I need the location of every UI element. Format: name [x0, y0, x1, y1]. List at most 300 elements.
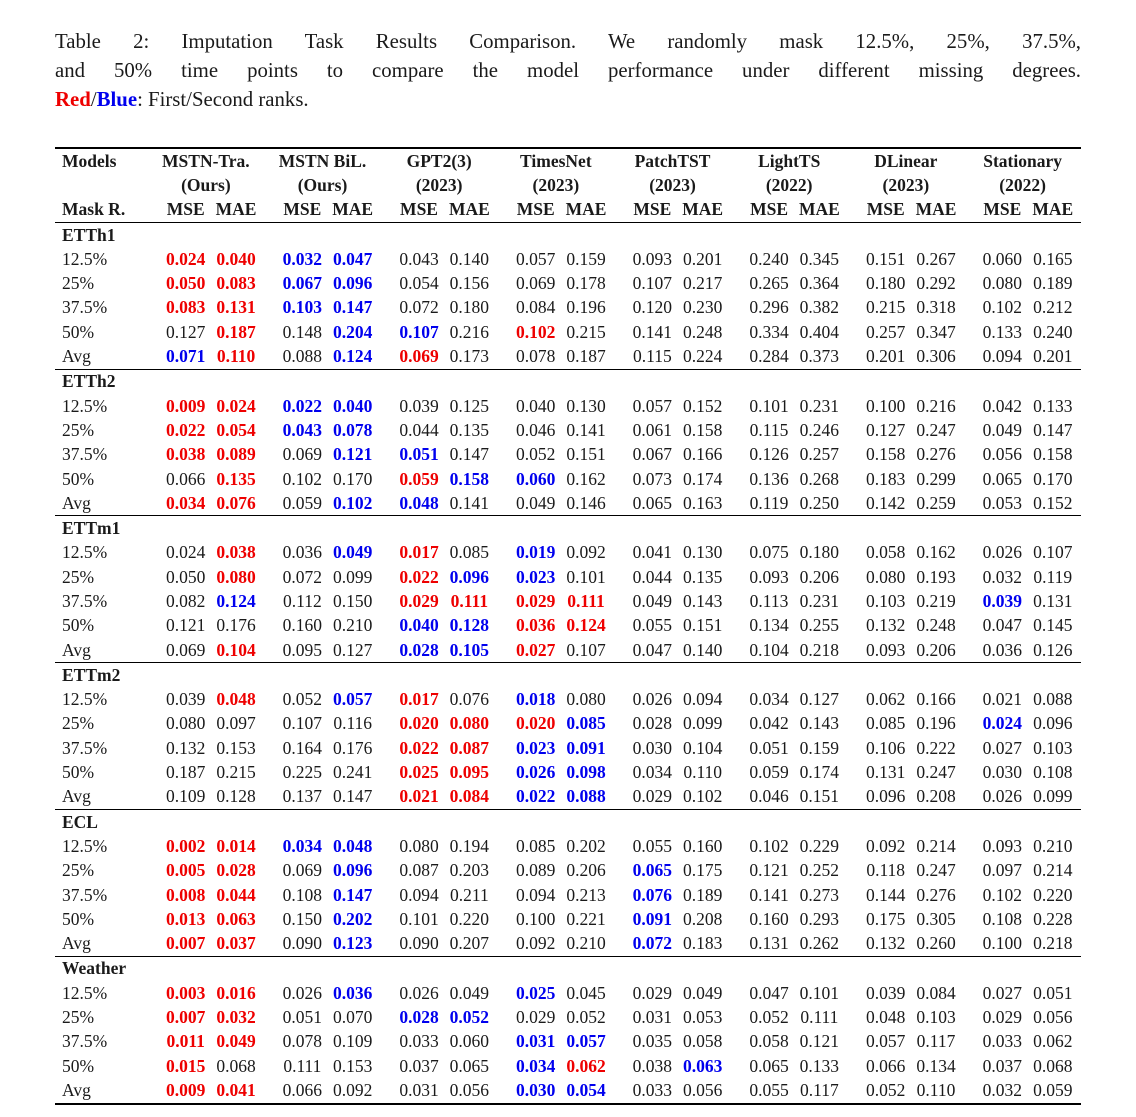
mse-value: 0.107	[399, 321, 439, 342]
mae-value: 0.212	[1033, 297, 1073, 318]
mae-header: MAE	[682, 199, 724, 220]
mse-value: 0.103	[282, 297, 323, 318]
mask-rate-cell: 25%	[62, 713, 95, 734]
table-row	[55, 344, 1081, 369]
mask-rate-cell: Avg	[62, 346, 91, 367]
mae-value: 0.121	[799, 1031, 840, 1052]
mae-value: 0.127	[333, 639, 373, 660]
mse-value: 0.039	[166, 689, 206, 710]
mse-value: 0.094	[982, 346, 1023, 367]
mae-value: 0.078	[333, 419, 373, 440]
mse-value: 0.027	[516, 639, 556, 660]
mse-value: 0.069	[399, 346, 439, 367]
mae-value: 0.094	[683, 689, 723, 710]
mse-value: 0.044	[399, 419, 439, 440]
mse-value: 0.051	[399, 444, 439, 465]
mae-value: 0.166	[916, 689, 956, 710]
mse-value: 0.134	[749, 615, 789, 636]
table-row	[55, 1005, 1081, 1029]
mae-value: 0.116	[333, 713, 373, 734]
mse-value: 0.042	[749, 713, 789, 734]
mse-value: 0.058	[866, 542, 906, 563]
mae-value: 0.110	[916, 1079, 956, 1100]
mse-value: 0.094	[516, 884, 556, 905]
mae-value: 0.347	[916, 321, 956, 342]
table-row	[55, 394, 1081, 418]
mse-value: 0.215	[866, 297, 906, 318]
mae-value: 0.053	[683, 1007, 723, 1028]
mse-value: 0.112	[282, 590, 322, 611]
mae-value: 0.056	[1033, 1007, 1073, 1028]
mse-value: 0.080	[982, 273, 1023, 294]
model-name-header: Stationary	[983, 150, 1062, 171]
table-row	[55, 859, 1081, 883]
mse-value: 0.032	[982, 1079, 1023, 1100]
mae-value: 0.058	[683, 1031, 723, 1052]
mae-value: 0.124	[333, 346, 373, 367]
mae-value: 0.117	[916, 1031, 956, 1052]
mask-rate-cell: 12.5%	[62, 542, 108, 563]
mae-value: 0.216	[449, 321, 490, 342]
mae-header: MAE	[332, 199, 374, 220]
mae-value: 0.202	[333, 908, 373, 929]
mse-value: 0.093	[749, 566, 789, 587]
mae-value: 0.049	[449, 982, 490, 1003]
mae-value: 0.170	[1033, 468, 1073, 489]
mse-value: 0.265	[749, 273, 789, 294]
mae-value: 0.231	[799, 590, 840, 611]
mae-value: 0.214	[1033, 860, 1073, 881]
mae-value: 0.038	[216, 542, 256, 563]
mse-value: 0.082	[166, 590, 206, 611]
mse-value: 0.037	[399, 1055, 439, 1076]
mse-header: MSE	[283, 199, 322, 220]
mse-value: 0.080	[399, 835, 439, 856]
mse-value: 0.164	[282, 737, 323, 758]
mask-rate-cell: Avg	[62, 492, 91, 513]
section-header-row	[55, 956, 1081, 981]
dataset-name: ETTh1	[62, 224, 116, 245]
mae-value: 0.174	[683, 468, 723, 489]
mae-value: 0.076	[449, 689, 490, 710]
mae-value: 0.057	[333, 689, 373, 710]
mse-header: MSE	[866, 199, 905, 220]
mse-value: 0.039	[399, 395, 439, 416]
mse-value: 0.151	[866, 248, 906, 269]
mse-value: 0.102	[749, 835, 789, 856]
mse-value: 0.029	[632, 786, 673, 807]
mse-value: 0.011	[166, 1031, 205, 1052]
mse-value: 0.003	[166, 982, 206, 1003]
caption-red-word: Red	[55, 88, 91, 111]
mae-value: 0.068	[1033, 1055, 1073, 1076]
mse-value: 0.050	[166, 273, 206, 294]
mse-value: 0.032	[982, 566, 1023, 587]
mae-value: 0.231	[799, 395, 840, 416]
table-row	[55, 541, 1081, 565]
mae-value: 0.206	[566, 860, 606, 881]
mae-value: 0.214	[916, 835, 956, 856]
mae-value: 0.146	[566, 492, 606, 513]
mse-value: 0.025	[516, 982, 556, 1003]
dataset-name: ETTm2	[62, 664, 121, 685]
table-row	[55, 271, 1081, 295]
mae-value: 0.166	[683, 444, 723, 465]
mae-value: 0.140	[683, 639, 723, 660]
mse-value: 0.026	[399, 982, 439, 1003]
mse-value: 0.021	[399, 786, 439, 807]
mae-header: MAE	[448, 199, 490, 220]
mse-value: 0.066	[166, 468, 206, 489]
mask-rate-cell: 12.5%	[62, 248, 108, 269]
mse-value: 0.027	[982, 737, 1023, 758]
table-caption	[55, 27, 1081, 114]
mae-value: 0.127	[799, 689, 840, 710]
mse-value: 0.201	[866, 346, 906, 367]
mae-value: 0.092	[333, 1079, 373, 1100]
mse-value: 0.034	[282, 835, 323, 856]
model-name-header: MSTN-Tra.	[162, 150, 250, 171]
mae-value: 0.248	[683, 321, 723, 342]
mse-value: 0.180	[866, 273, 906, 294]
mask-rate-cell: 50%	[62, 908, 95, 929]
mae-value: 0.063	[216, 908, 256, 929]
mae-value: 0.108	[1033, 762, 1073, 783]
mse-value: 0.058	[749, 1031, 789, 1052]
mask-rate-cell: 25%	[62, 273, 95, 294]
mse-value: 0.132	[866, 933, 906, 954]
mae-value: 0.151	[683, 615, 723, 636]
mse-value: 0.257	[866, 321, 906, 342]
mse-value: 0.067	[632, 444, 673, 465]
mae-value: 0.306	[916, 346, 956, 367]
mae-value: 0.096	[333, 273, 373, 294]
mae-value: 0.147	[1033, 419, 1073, 440]
mse-value: 0.108	[982, 908, 1023, 929]
mse-value: 0.109	[166, 786, 206, 807]
mse-header: MSE	[516, 199, 555, 220]
mae-value: 0.151	[799, 786, 840, 807]
mae-value: 0.096	[449, 566, 490, 587]
mse-value: 0.115	[749, 419, 789, 440]
table-row	[55, 467, 1081, 491]
mse-value: 0.007	[166, 1007, 206, 1028]
mse-value: 0.083	[166, 297, 206, 318]
mse-value: 0.240	[749, 248, 789, 269]
mae-value: 0.196	[916, 713, 956, 734]
table-row	[55, 1078, 1081, 1103]
mse-value: 0.137	[282, 786, 323, 807]
mae-value: 0.054	[566, 1079, 606, 1100]
mse-value: 0.028	[632, 713, 673, 734]
mse-value: 0.131	[866, 762, 906, 783]
mse-value: 0.069	[282, 444, 323, 465]
mse-value: 0.183	[866, 468, 906, 489]
corner-spacer	[55, 173, 148, 197]
mae-value: 0.170	[333, 468, 373, 489]
mse-value: 0.060	[516, 468, 556, 489]
mse-value: 0.055	[632, 835, 673, 856]
mae-value: 0.028	[216, 860, 256, 881]
mae-value: 0.147	[333, 786, 373, 807]
mae-value: 0.158	[1033, 444, 1073, 465]
mae-value: 0.084	[449, 786, 490, 807]
mse-value: 0.078	[282, 1031, 323, 1052]
mse-value: 0.023	[516, 566, 556, 587]
mae-value: 0.052	[449, 1007, 490, 1028]
mse-value: 0.030	[632, 737, 673, 758]
mae-value: 0.096	[333, 860, 373, 881]
mask-rate-cell: Avg	[62, 786, 91, 807]
mse-value: 0.072	[632, 933, 673, 954]
mae-value: 0.220	[1033, 884, 1073, 905]
mae-value: 0.119	[1033, 566, 1073, 587]
mae-value: 0.204	[333, 321, 373, 342]
mse-value: 0.043	[399, 248, 439, 269]
mae-value: 0.176	[216, 615, 256, 636]
mse-value: 0.120	[632, 297, 673, 318]
mse-value: 0.062	[866, 689, 906, 710]
mse-value: 0.039	[866, 982, 906, 1003]
mae-value: 0.080	[449, 713, 490, 734]
mse-value: 0.055	[749, 1079, 789, 1100]
mae-value: 0.101	[566, 566, 606, 587]
mse-value: 0.092	[866, 835, 906, 856]
mse-value: 0.043	[282, 419, 323, 440]
mae-value: 0.189	[1033, 273, 1073, 294]
mse-value: 0.023	[516, 737, 556, 758]
mae-value: 0.210	[333, 615, 373, 636]
mse-value: 0.132	[866, 615, 906, 636]
mse-value: 0.017	[399, 542, 439, 563]
caption-line-1: Table 2: Imputation Task Results Comparison. We randomly mask 12.5%, 25%, 37.5%,	[55, 30, 1081, 53]
mae-value: 0.104	[216, 639, 256, 660]
mae-value: 0.130	[566, 395, 606, 416]
mae-value: 0.187	[566, 346, 606, 367]
mse-value: 0.035	[632, 1031, 673, 1052]
mae-value: 0.097	[216, 713, 256, 734]
mae-value: 0.063	[683, 1055, 723, 1076]
mae-value: 0.133	[1033, 395, 1073, 416]
mae-value: 0.105	[449, 639, 490, 660]
mse-value: 0.061	[632, 419, 673, 440]
mask-rate-cell: Avg	[62, 1079, 91, 1100]
mae-value: 0.089	[216, 444, 256, 465]
mse-value: 0.088	[282, 346, 323, 367]
model-name-header: GPT2(3)	[406, 150, 472, 171]
mse-value: 0.009	[166, 1079, 206, 1100]
mae-value: 0.131	[216, 297, 256, 318]
mask-rate-cell: 50%	[62, 1055, 95, 1076]
mse-value: 0.334	[749, 321, 789, 342]
mae-value: 0.045	[566, 982, 606, 1003]
mae-value: 0.241	[333, 762, 373, 783]
mse-value: 0.038	[166, 444, 206, 465]
mae-value: 0.163	[683, 492, 723, 513]
mae-value: 0.128	[216, 786, 256, 807]
mae-value: 0.299	[916, 468, 956, 489]
caption-ranks-text: : First/Second ranks.	[137, 88, 309, 111]
mse-value: 0.100	[516, 908, 556, 929]
mse-value: 0.097	[982, 860, 1023, 881]
mae-value: 0.382	[799, 297, 840, 318]
mse-value: 0.030	[982, 762, 1023, 783]
mse-value: 0.038	[632, 1055, 673, 1076]
mse-value: 0.049	[516, 492, 556, 513]
mae-value: 0.110	[216, 346, 256, 367]
mse-value: 0.080	[166, 713, 206, 734]
mae-value: 0.099	[333, 566, 373, 587]
mse-value: 0.102	[982, 297, 1023, 318]
mae-value: 0.262	[799, 933, 840, 954]
mae-value: 0.246	[799, 419, 840, 440]
mae-value: 0.032	[216, 1007, 256, 1028]
mae-value: 0.147	[449, 444, 490, 465]
mae-value: 0.208	[683, 908, 723, 929]
mse-value: 0.033	[399, 1031, 439, 1052]
mae-value: 0.102	[333, 492, 373, 513]
mse-value: 0.026	[982, 786, 1023, 807]
mae-value: 0.044	[216, 884, 256, 905]
mae-value: 0.203	[449, 860, 490, 881]
caption-line-2: and 50% time points to compare the model performance under different missing degrees.	[55, 59, 1081, 82]
mae-value: 0.178	[566, 273, 606, 294]
mae-value: 0.213	[566, 884, 606, 905]
mae-value: 0.040	[333, 395, 373, 416]
mse-value: 0.101	[749, 395, 789, 416]
mae-value: 0.183	[683, 933, 723, 954]
mae-value: 0.208	[916, 786, 956, 807]
mae-value: 0.293	[799, 908, 840, 929]
mae-value: 0.096	[1033, 713, 1073, 734]
table-row	[55, 785, 1081, 810]
mse-value: 0.031	[399, 1079, 439, 1100]
mse-value: 0.100	[866, 395, 906, 416]
mask-rate-cell: 12.5%	[62, 689, 108, 710]
mse-value: 0.022	[166, 419, 206, 440]
mae-value: 0.228	[1033, 908, 1073, 929]
mae-value: 0.121	[333, 444, 373, 465]
mse-value: 0.225	[282, 762, 323, 783]
mask-rate-cell: 25%	[62, 1007, 95, 1028]
mae-value: 0.162	[566, 468, 606, 489]
mae-value: 0.049	[333, 542, 373, 563]
mae-value: 0.221	[566, 908, 606, 929]
mae-value: 0.065	[449, 1055, 490, 1076]
mse-value: 0.024	[166, 542, 206, 563]
mae-value: 0.123	[333, 933, 373, 954]
model-name-header: MSTN BiL.	[278, 150, 367, 171]
mask-rate-cell: 50%	[62, 615, 95, 636]
model-year-header: (2022)	[999, 174, 1046, 195]
mse-value: 0.127	[166, 321, 206, 342]
mse-value: 0.034	[166, 492, 206, 513]
mse-value: 0.022	[516, 786, 556, 807]
mse-value: 0.090	[282, 933, 323, 954]
mae-value: 0.187	[216, 321, 256, 342]
mse-value: 0.144	[866, 884, 906, 905]
mse-value: 0.141	[632, 321, 673, 342]
mse-value: 0.008	[166, 884, 206, 905]
mse-value: 0.160	[282, 615, 323, 636]
mask-rate-cell: 37.5%	[62, 1031, 108, 1052]
mse-value: 0.069	[166, 639, 206, 660]
mse-value: 0.115	[632, 346, 672, 367]
mae-value: 0.207	[449, 933, 490, 954]
mse-value: 0.065	[632, 492, 673, 513]
mse-value: 0.089	[516, 860, 556, 881]
mse-value: 0.057	[866, 1031, 906, 1052]
mae-value: 0.087	[449, 737, 490, 758]
dataset-name: Weather	[62, 958, 127, 979]
mae-value: 0.141	[566, 419, 606, 440]
mask-rate-cell: 25%	[62, 419, 95, 440]
mse-value: 0.048	[399, 492, 439, 513]
mse-header: MSE	[750, 199, 788, 220]
mae-value: 0.345	[799, 248, 840, 269]
mse-value: 0.100	[982, 933, 1023, 954]
mae-value: 0.133	[799, 1055, 840, 1076]
mae-value: 0.224	[683, 346, 723, 367]
mse-value: 0.047	[632, 639, 673, 660]
mae-value: 0.098	[566, 762, 606, 783]
mse-value: 0.020	[516, 713, 556, 734]
mse-value: 0.026	[982, 542, 1023, 563]
mse-value: 0.080	[866, 566, 906, 587]
mse-value: 0.047	[749, 982, 789, 1003]
mse-value: 0.296	[749, 297, 789, 318]
mae-value: 0.140	[449, 248, 490, 269]
mae-value: 0.111	[450, 590, 489, 611]
mse-value: 0.093	[632, 248, 673, 269]
mse-value: 0.021	[982, 689, 1023, 710]
mse-value: 0.076	[632, 884, 673, 905]
mae-header: MAE	[1032, 199, 1074, 220]
table-row	[55, 932, 1081, 957]
mse-value: 0.029	[399, 590, 439, 611]
mse-value: 0.065	[749, 1055, 789, 1076]
mse-value: 0.084	[516, 297, 556, 318]
mse-value: 0.030	[516, 1079, 556, 1100]
mask-rate-cell: 25%	[62, 566, 95, 587]
mae-value: 0.158	[683, 419, 723, 440]
mae-value: 0.305	[916, 908, 956, 929]
mse-value: 0.091	[632, 908, 673, 929]
caption-slash: /	[90, 88, 97, 111]
mae-value: 0.047	[333, 248, 373, 269]
mse-value: 0.060	[982, 248, 1023, 269]
mae-value: 0.276	[916, 444, 956, 465]
mae-value: 0.162	[916, 542, 956, 563]
table-row	[55, 981, 1081, 1005]
mae-value: 0.259	[916, 492, 956, 513]
mae-value: 0.135	[449, 419, 490, 440]
mse-value: 0.036	[982, 639, 1023, 660]
mae-value: 0.083	[216, 273, 256, 294]
mse-value: 0.067	[282, 273, 323, 294]
mae-value: 0.060	[449, 1031, 490, 1052]
mse-value: 0.057	[632, 395, 673, 416]
table-row	[55, 247, 1081, 271]
mae-value: 0.152	[1033, 492, 1073, 513]
mask-rate-cell: 50%	[62, 321, 95, 342]
table-row	[55, 883, 1081, 907]
mae-value: 0.059	[1033, 1079, 1073, 1100]
mae-value: 0.124	[216, 590, 256, 611]
mse-value: 0.106	[866, 737, 906, 758]
mae-value: 0.364	[799, 273, 840, 294]
mae-value: 0.165	[1033, 248, 1073, 269]
